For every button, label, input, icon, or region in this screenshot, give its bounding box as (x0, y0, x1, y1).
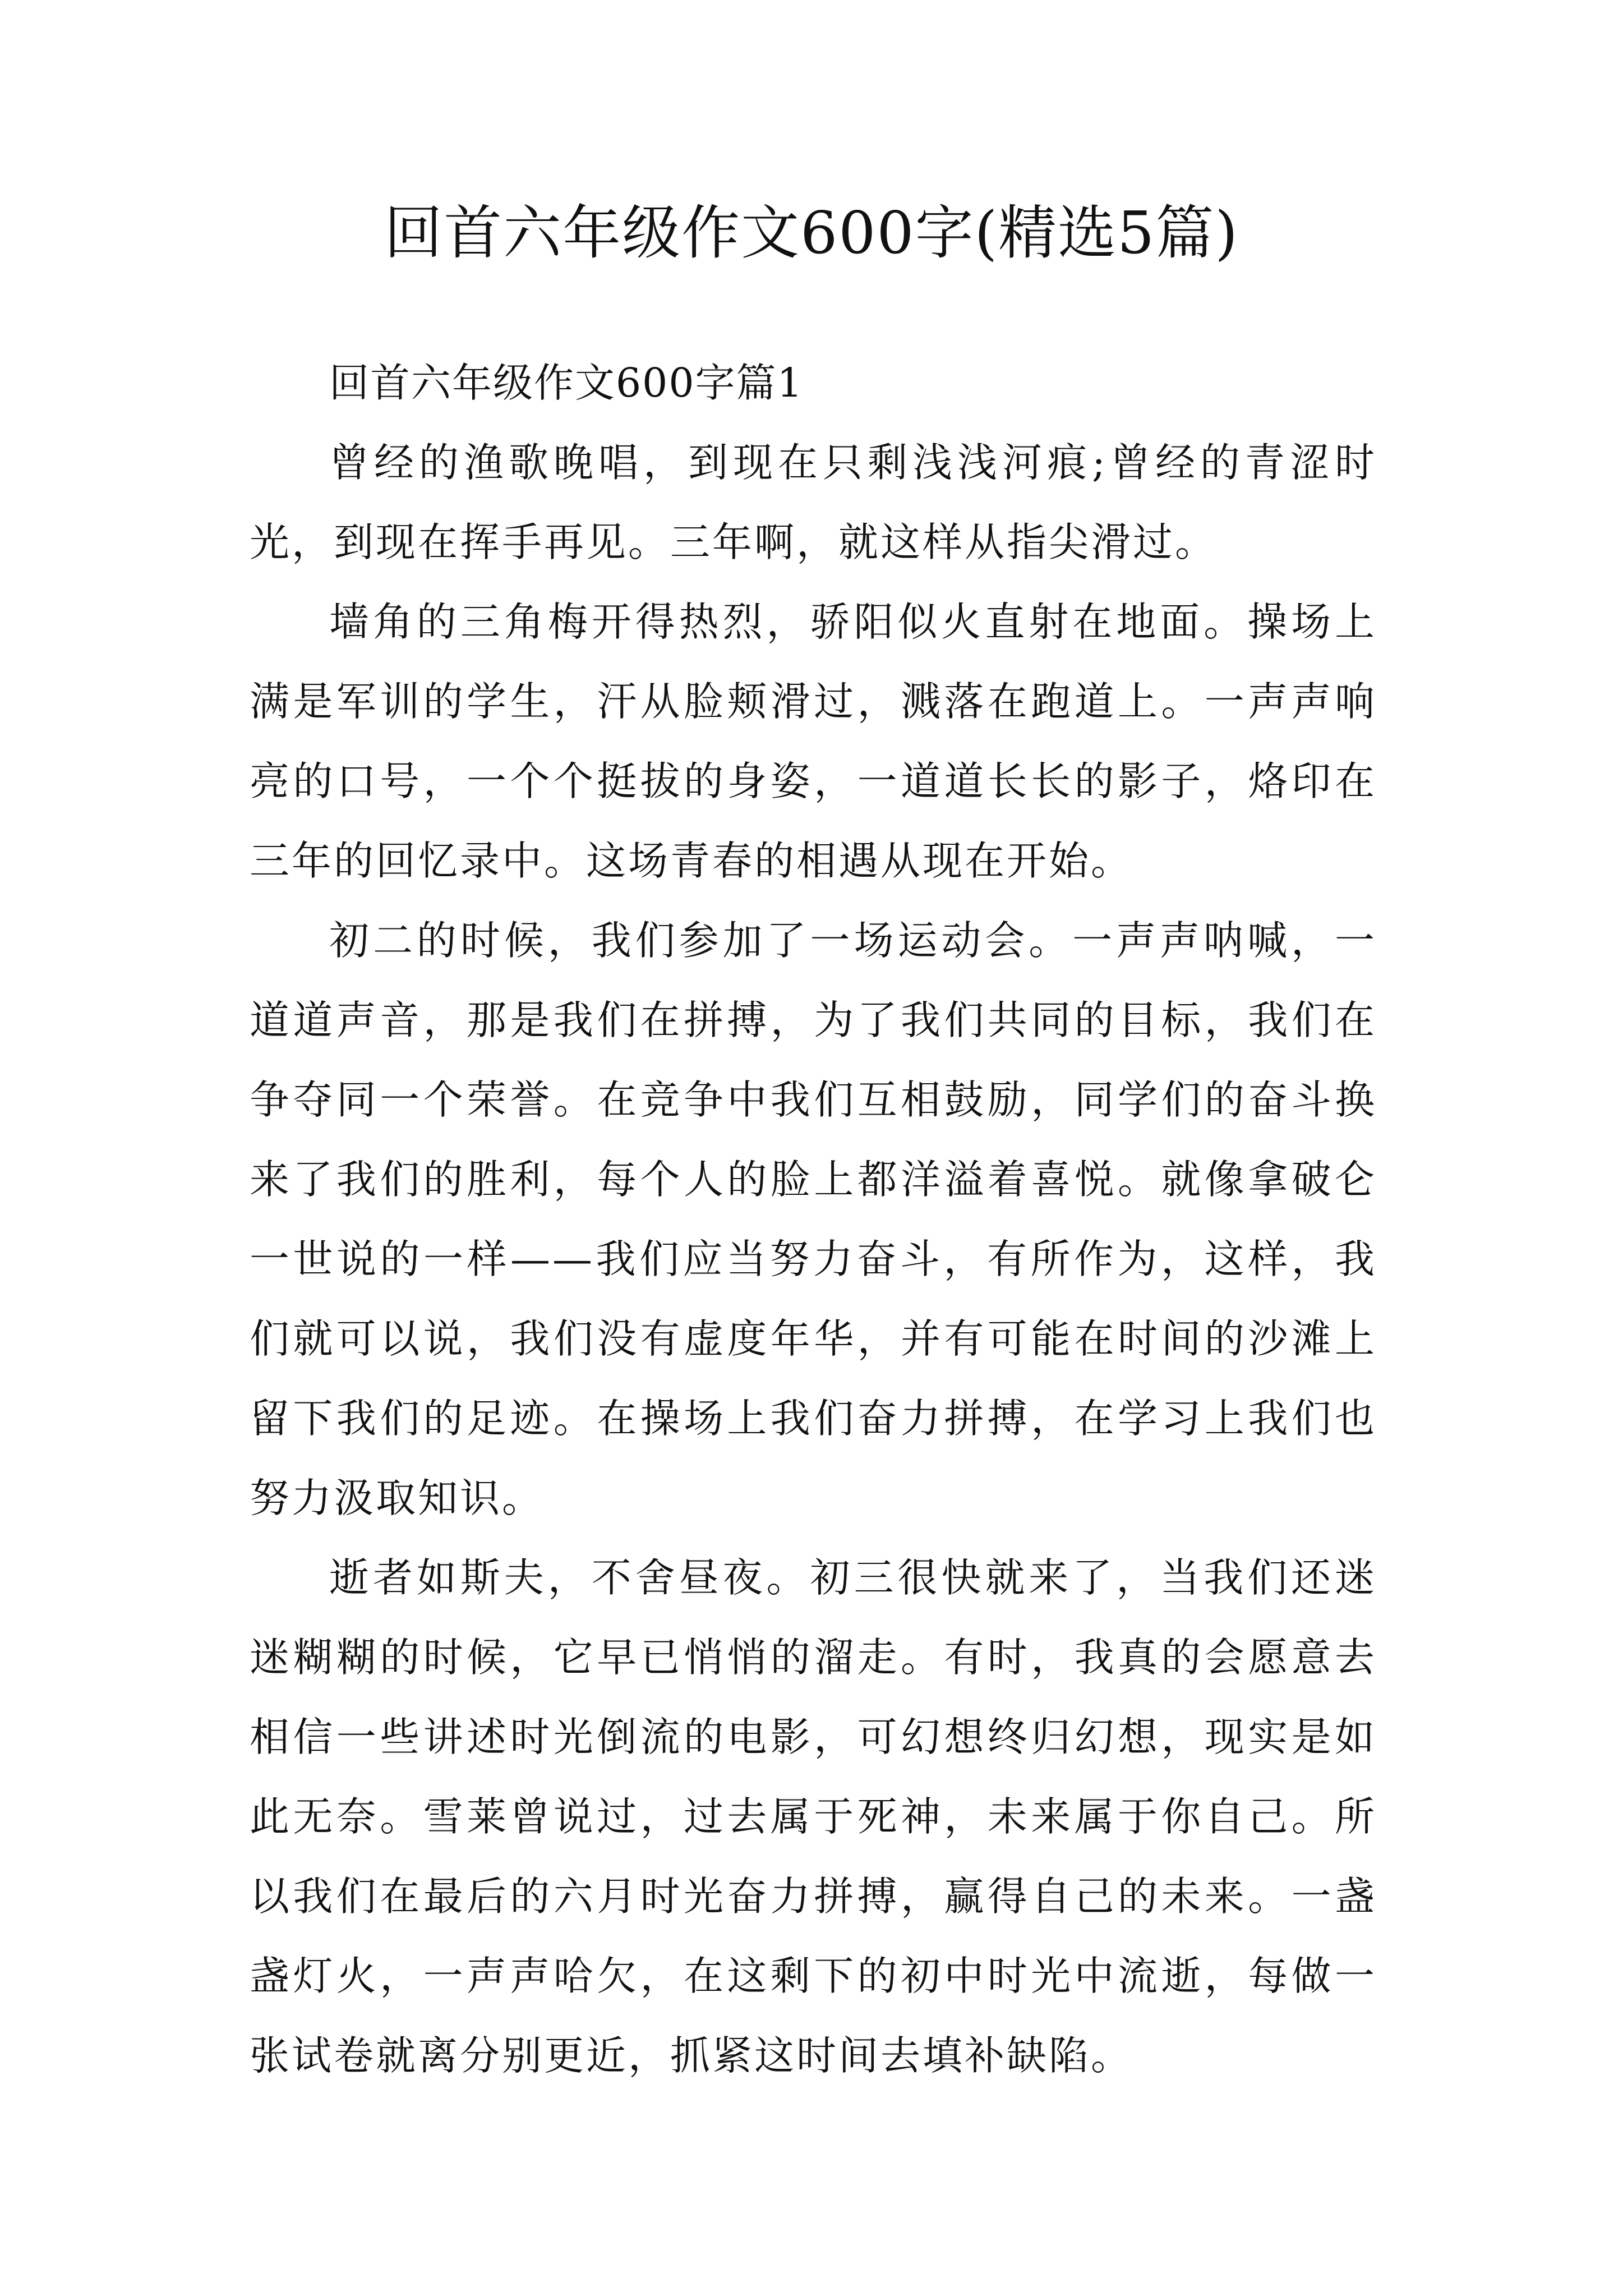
document-body (250, 343, 1377, 2096)
paragraph-3: 初二的时候，我们参加了一场运动会。一声声呐喊，一道道声音，那是我们在拼搏，为了我们共同的目标，我们在争夺同一个荣誉。在竞争中我们互相鼓励，同学们的奋斗换来了我们的胜利，每个人的脸上都洋溢着喜悦。就像拿破仑一世说的一样——我们应当努力奋斗，有所作为，这样，我们就可以说，我们没有虚度年华，并有可能在时间的沙滩上留下我们的足迹。在操场上我们奋力拼搏，在学习上我们也努力汲取知识。 (250, 917, 1377, 1521)
paragraph-4: 逝者如斯夫，不舍昼夜。初三很快就来了，当我们还迷迷糊糊的时候，它早已悄悄的溜走。有时，我真的会愿意去相信一些讲述时光倒流的电影，可幻想终归幻想，现实是如此无奈。雪莱曾说过，过去属于死神，未来属于你自己。所以我们在最后的六月时光奋力拼搏，赢得自己的未来。一盏盏灯火，一声声哈欠，在这剩下的初中时光中流逝，每做一张试卷就离分别更近，抓紧这时间去填补缺陷。 (250, 1554, 1377, 2079)
document-title: 回首六年级作文600字(精选5篇) (384, 199, 1239, 267)
paragraph-2: 墙角的三角梅开得热烈，骄阳似火直射在地面。操场上满是军训的学生，汗从脸颊滑过，溅落在跑道上。一声声响亮的口号，一个个挺拔的身姿，一道道长长的影子，烙印在三年的回忆录中。这场青春的相遇从现在开始。 (250, 599, 1377, 884)
paragraph-1: 曾经的渔歌晚唱，到现在只剩浅浅河痕;曾经的青涩时光，到现在挥手再见。三年啊，就这样从指尖滑过。 (250, 439, 1377, 565)
section-heading: 回首六年级作文600字篇1 (329, 360, 804, 406)
